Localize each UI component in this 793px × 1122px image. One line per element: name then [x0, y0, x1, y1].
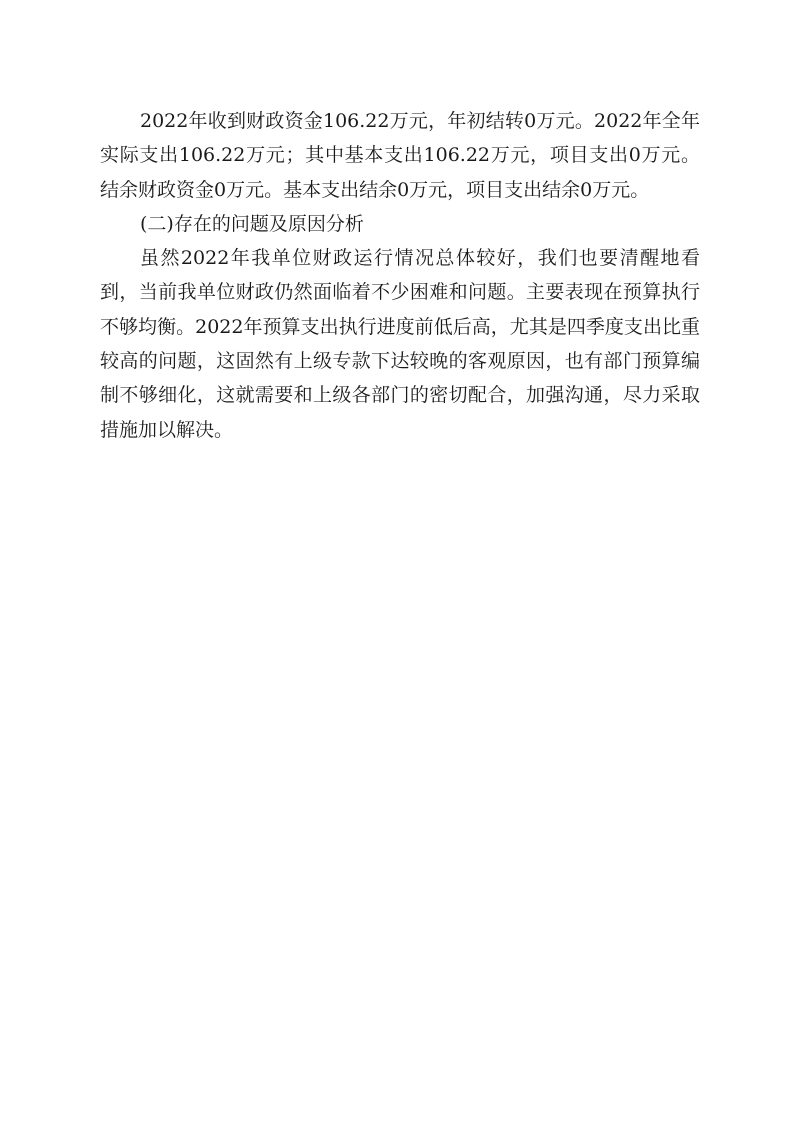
funding-summary-paragraph: 2022年收到财政资金106.22万元，年初结转0万元。2022年全年实际支出106.22万元；其中基本支出106.22万元，项目支出0万元。结余财政资金0万元。基本支出结余0万元，项目支出结余0万元。	[100, 110, 700, 201]
document-body	[100, 104, 700, 447]
problems-analysis-paragraph: 虽然2022年我单位财政运行情况总体较好，我们也要清醒地看到，当前我单位财政仍然面临着不少困难和问题。主要表现在预算执行不够均衡。2022年预算支出执行进度前低后高，尤其是四季度支出比重较高的问题，这固然有上级专款下达较晚的客观原因，也有部门预算编制不够细化，这就需要和上级各部门的密切配合，加强沟通，尽力采取措施加以解决。	[100, 247, 700, 441]
section-heading: (二)存在的问题及原因分析	[140, 212, 364, 235]
